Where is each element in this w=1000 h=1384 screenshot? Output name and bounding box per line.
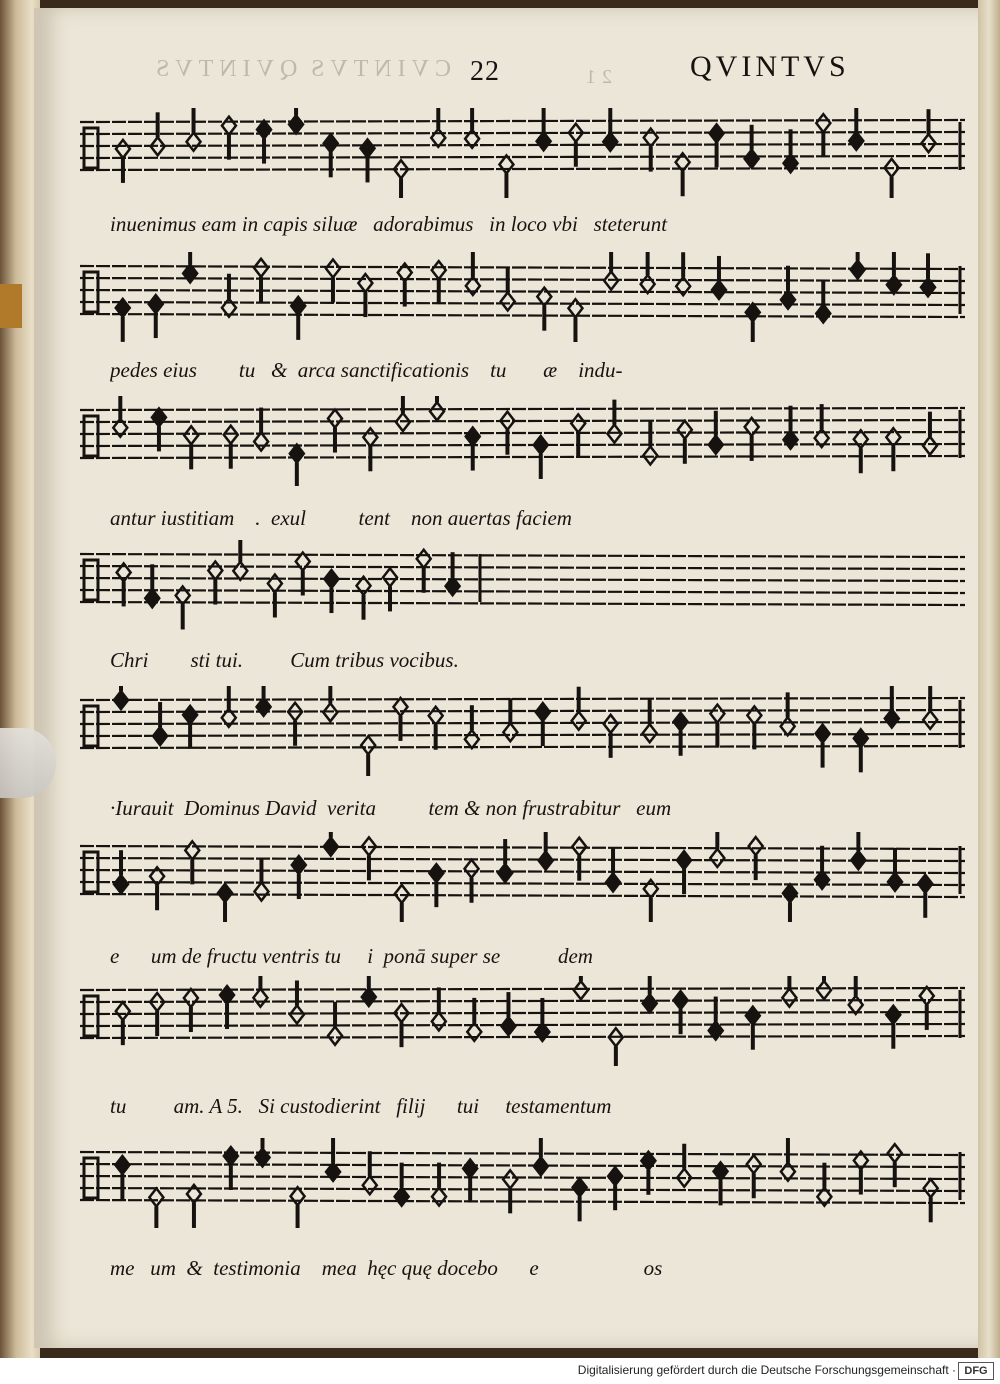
note [257, 686, 271, 716]
note [290, 445, 304, 486]
staff-2 [80, 252, 970, 342]
note [536, 703, 550, 746]
note [710, 832, 724, 867]
note [643, 699, 657, 742]
note [851, 252, 865, 279]
note [218, 884, 232, 922]
note [324, 832, 338, 856]
note [574, 976, 588, 999]
note [224, 426, 238, 469]
note [745, 125, 759, 168]
note [233, 540, 247, 580]
note [603, 108, 617, 151]
note [609, 1028, 623, 1066]
lyric-line-2: pedes eius tu & arca sanctificationis tu æ indu- [110, 358, 623, 382]
note [431, 108, 445, 147]
note [534, 1138, 548, 1175]
note [362, 976, 376, 1006]
note [815, 846, 829, 889]
note [224, 1147, 238, 1190]
note [924, 1179, 938, 1222]
note [187, 1185, 201, 1228]
note [395, 1163, 409, 1206]
note [150, 867, 164, 910]
bleed-through-number: 21 [580, 66, 612, 88]
note [537, 108, 551, 150]
note [466, 428, 480, 471]
right-page-edge [978, 0, 1000, 1358]
note [746, 1007, 760, 1050]
note [429, 707, 443, 750]
note [854, 430, 868, 473]
note [745, 418, 759, 461]
staff-6 [80, 832, 970, 922]
note [289, 108, 303, 133]
note [184, 426, 198, 469]
dfg-logo: DFG [958, 1362, 994, 1380]
note [114, 850, 128, 893]
note [363, 428, 377, 471]
note [644, 129, 658, 172]
staff-5 [80, 686, 970, 776]
note [183, 706, 197, 749]
note [429, 864, 443, 907]
note [573, 1178, 587, 1221]
note [781, 266, 795, 309]
note [292, 856, 306, 899]
note [709, 997, 723, 1040]
note [149, 295, 163, 338]
note [357, 577, 371, 620]
note [606, 848, 620, 891]
note [328, 1002, 342, 1045]
note [446, 552, 460, 595]
note [114, 686, 128, 709]
staff-8 [80, 1138, 970, 1228]
note [324, 134, 338, 177]
note [361, 736, 375, 776]
note [817, 1163, 831, 1206]
note [268, 574, 282, 617]
note [537, 288, 551, 331]
note [361, 139, 375, 182]
page-number: 22 [470, 56, 500, 87]
note [395, 885, 409, 922]
staff-4 [80, 540, 970, 630]
note [499, 155, 513, 198]
note [749, 837, 763, 880]
note [254, 259, 268, 302]
note [746, 303, 760, 342]
note [326, 1138, 340, 1181]
note [781, 1138, 795, 1181]
note [568, 299, 582, 342]
note [676, 252, 690, 295]
note [398, 264, 412, 307]
note [641, 252, 655, 293]
bleed-through-left: QVINTVS [150, 56, 298, 82]
note [888, 848, 902, 891]
note [291, 297, 305, 340]
note [115, 1156, 129, 1199]
note [363, 1151, 377, 1194]
note [643, 422, 657, 465]
note [886, 1006, 900, 1049]
note [676, 153, 690, 196]
note [463, 1160, 477, 1203]
note [149, 1188, 163, 1228]
note [922, 109, 936, 152]
note [885, 159, 899, 198]
lyric-line-7: tu am. A 5. Si custodierint filij tui testamentum [110, 1094, 612, 1118]
bookmark-tab [0, 284, 22, 328]
note [145, 564, 159, 607]
staff-7 [80, 976, 970, 1066]
note [641, 1152, 655, 1195]
note [432, 987, 446, 1030]
note [383, 568, 397, 611]
note [291, 1187, 305, 1228]
bleed-through-right: CVINTVS [305, 56, 452, 82]
footer-bar [0, 1358, 1000, 1384]
note [498, 839, 512, 882]
note [296, 553, 310, 596]
note [323, 686, 337, 721]
note [854, 729, 868, 772]
note [710, 124, 724, 167]
note [783, 884, 797, 922]
note [816, 280, 830, 323]
note [222, 117, 236, 160]
lyric-line-3: antur iustitiam . exul tent non auertas faciem [110, 506, 572, 530]
note [644, 880, 658, 922]
running-title: QVINTVS [690, 50, 850, 83]
funding-credit: Digitalisierung gefördert durch die Deutsche Forschungsgemeinschaft · [577, 1363, 956, 1377]
note [921, 253, 935, 296]
lyric-line-5: ·Iurauit Dominus David verita tem & non frustrabitur eum [110, 796, 672, 820]
note [394, 160, 408, 198]
note [747, 706, 761, 749]
note [784, 406, 798, 449]
note [358, 274, 372, 317]
note [208, 562, 222, 605]
note [187, 108, 201, 151]
staff-1 [80, 108, 970, 198]
note [222, 274, 236, 317]
note [503, 1170, 517, 1213]
note [604, 252, 618, 290]
note [782, 976, 796, 1007]
note [432, 1163, 446, 1206]
note [784, 129, 798, 172]
note [887, 252, 901, 294]
note [604, 715, 618, 758]
note [466, 252, 480, 295]
note [643, 976, 657, 1012]
lyric-line-1: inuenimus eam in capis siluæ adorabimus in loco vbi steterunt [110, 212, 668, 236]
note [222, 686, 236, 727]
note [117, 563, 131, 606]
staff-3 [80, 396, 970, 486]
note [220, 986, 234, 1029]
note [113, 396, 127, 437]
lyric-line-4: Chri sti tui. Cum tribus vocibus. [110, 648, 459, 672]
note [851, 832, 865, 869]
note [885, 686, 899, 728]
note [712, 256, 726, 299]
note [465, 108, 479, 148]
note [747, 1155, 761, 1198]
note [396, 396, 410, 431]
note [714, 1162, 728, 1205]
note [815, 404, 829, 447]
note [185, 841, 199, 884]
note [503, 698, 517, 741]
note [176, 586, 190, 629]
note [116, 299, 130, 342]
note [539, 832, 553, 870]
lyric-line-8: me um & testimonia mea hęc quę docebo e os [110, 1256, 663, 1280]
note [467, 998, 481, 1041]
note [886, 428, 900, 471]
note [849, 108, 863, 150]
note [254, 408, 268, 451]
note [854, 1152, 868, 1195]
lyric-line-6: e um de fructu ventris tu i ponā super se dem [110, 944, 593, 968]
note [535, 998, 549, 1041]
note [849, 976, 863, 1014]
